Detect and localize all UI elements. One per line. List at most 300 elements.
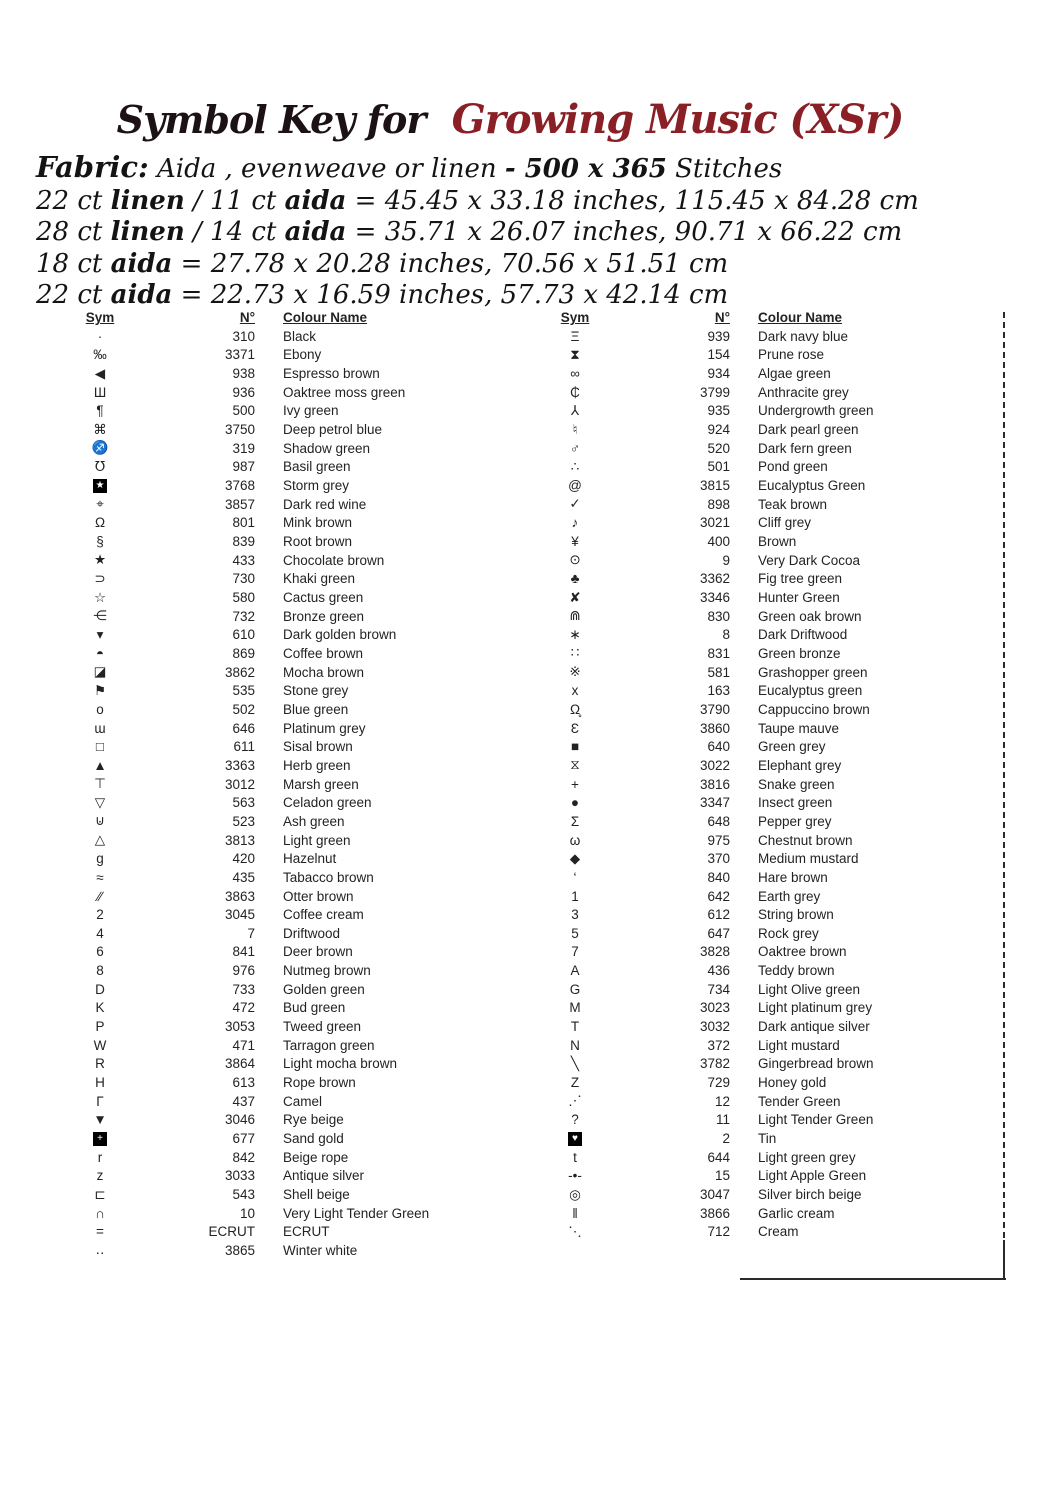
- table-row: [530, 887, 990, 906]
- stitch-symbol-glyph: ⋰: [568, 1093, 582, 1109]
- colour-name: Light Apple Green: [758, 1168, 867, 1184]
- stitch-symbol-glyph: ★: [93, 552, 107, 568]
- header-number: N°: [239, 310, 255, 325]
- stitch-symbol-glyph: ◪: [93, 664, 107, 680]
- table-row: [530, 943, 990, 962]
- stitch-symbol-glyph: W: [93, 1037, 107, 1053]
- table-row: [530, 607, 990, 626]
- table-row: [530, 999, 990, 1018]
- symbol-cell: [55, 646, 145, 661]
- symbol-cell: [530, 1112, 620, 1127]
- colour-number: 734: [707, 981, 730, 997]
- stitch-symbol-glyph: ⌘: [93, 421, 107, 437]
- colour-name: Light mocha brown: [283, 1056, 398, 1072]
- table-row: [530, 476, 990, 495]
- colour-name: Snake green: [758, 776, 835, 792]
- fabric-spec-emphasis: linen: [110, 185, 185, 216]
- symbol-cell: [530, 702, 620, 717]
- table-row: [55, 402, 515, 421]
- symbol-cell: [530, 422, 620, 438]
- colour-number: 936: [232, 384, 255, 400]
- table-row: [530, 514, 990, 533]
- table-row: [55, 681, 515, 700]
- colour-number: 3046: [224, 1112, 255, 1128]
- colour-number: 3813: [224, 832, 255, 848]
- table-row: [55, 812, 515, 831]
- colour-name: String brown: [758, 907, 834, 923]
- colour-name: Mink brown: [283, 515, 353, 531]
- colour-name: Gingerbread brown: [758, 1056, 874, 1072]
- fabric-spec-text: = 27.78 x 20.28 inches, 70.56 x 51.51 cm: [172, 248, 729, 279]
- fabric-spec-emphasis: linen: [110, 217, 185, 247]
- table-row: [530, 961, 990, 980]
- symbol-cell: [530, 1056, 620, 1072]
- stitch-symbol-glyph: ◆: [569, 850, 581, 866]
- symbol-cell: [530, 366, 620, 381]
- symbol-cell: [55, 534, 145, 549]
- right-table-bottom-border: [740, 1278, 1006, 1280]
- table-row: [55, 793, 515, 812]
- stitch-symbol-glyph: Ɛ: [570, 720, 580, 736]
- colour-name: Elephant grey: [758, 757, 842, 773]
- colour-name: Oaktree moss green: [283, 384, 406, 400]
- colour-number: 435: [232, 869, 255, 885]
- stitch-symbol-glyph: ⊃: [94, 570, 106, 586]
- colour-name: Chocolate brown: [283, 552, 385, 568]
- symbol-cell: [55, 664, 145, 680]
- table-row: [530, 700, 990, 719]
- colour-number: 3828: [699, 944, 730, 960]
- symbol-cell: [530, 757, 620, 773]
- symbol-cell: [530, 496, 620, 512]
- fabric-spec-emphasis: aida: [284, 185, 347, 216]
- colour-name: Grashopper green: [758, 664, 868, 680]
- colour-name: Fig tree green: [758, 571, 843, 587]
- symbol-table-left: [55, 308, 515, 1260]
- colour-name: Teak brown: [758, 496, 828, 512]
- colour-number: 372: [707, 1037, 730, 1053]
- symbol-cell: [530, 963, 620, 978]
- colour-name: Root brown: [283, 534, 353, 550]
- colour-number: 319: [232, 440, 255, 456]
- colour-number: 730: [232, 571, 255, 587]
- symbol-cell: [530, 552, 620, 568]
- colour-number: 840: [707, 869, 730, 885]
- symbol-cell: [530, 721, 620, 736]
- colour-name: Hare brown: [758, 869, 828, 885]
- fabric-spec-text: 18 ct: [36, 248, 111, 279]
- stitch-symbol-glyph: ⋲: [93, 608, 107, 624]
- symbol-cell: [530, 1131, 620, 1146]
- table-row: [55, 1167, 515, 1186]
- stitch-symbol-glyph: -•-: [568, 1168, 582, 1184]
- table-row: [530, 420, 990, 439]
- colour-number: 3790: [699, 701, 730, 717]
- colour-name: Light green grey: [758, 1149, 856, 1165]
- stitch-symbol-glyph: ω: [569, 832, 581, 848]
- symbol-cell: [55, 1150, 145, 1165]
- symbol-cell: [530, 889, 620, 904]
- colour-number: 3363: [224, 757, 255, 773]
- table-row: [530, 588, 990, 607]
- symbol-cell: [55, 721, 145, 736]
- colour-name: Algae green: [758, 366, 831, 382]
- table-row: [530, 1204, 990, 1223]
- stitch-symbol-glyph: 4: [96, 925, 104, 941]
- colour-number: 581: [707, 664, 730, 680]
- symbol-cell: [55, 944, 145, 959]
- stitch-symbol-glyph: 3: [571, 907, 579, 923]
- stitch-symbol-glyph: t: [573, 1149, 577, 1165]
- stitch-symbol-glyph: @: [568, 478, 582, 494]
- colour-number: 3346: [699, 590, 730, 606]
- stitch-symbol-glyph: △: [94, 832, 106, 848]
- stitch-symbol-glyph: ⊍: [95, 813, 105, 829]
- colour-name: Storm grey: [283, 478, 350, 494]
- colour-number: 3347: [699, 795, 730, 811]
- colour-number: 3022: [699, 757, 730, 773]
- symbol-cell: [55, 1131, 145, 1146]
- stitch-symbol-glyph: K: [95, 1000, 105, 1016]
- symbol-cell: [55, 851, 145, 866]
- colour-name: Light platinum grey: [758, 1000, 873, 1016]
- colour-name: Hunter Green: [758, 590, 840, 606]
- stitch-symbol-glyph: R: [95, 1056, 105, 1072]
- stitch-symbol-glyph: ▾: [96, 626, 104, 642]
- table-row: [530, 663, 990, 682]
- colour-number: 3371: [224, 347, 255, 363]
- colour-number: 677: [232, 1131, 255, 1147]
- stitch-symbol-glyph: z: [96, 1168, 104, 1184]
- table-row: [530, 1148, 990, 1167]
- stitch-symbol-glyph: 7: [571, 944, 579, 960]
- stitch-symbol-glyph: 6: [96, 944, 104, 960]
- stitch-symbol-glyph: ♪: [571, 515, 579, 531]
- symbol-cell: [530, 870, 620, 885]
- symbol-cell: [55, 870, 145, 885]
- symbol-cell: [530, 627, 620, 643]
- colour-name: Tin: [758, 1131, 777, 1147]
- colour-number: 898: [707, 496, 730, 512]
- colour-number: 712: [707, 1224, 730, 1240]
- colour-number: 9: [722, 552, 730, 568]
- stitch-symbol-glyph: §: [96, 534, 104, 550]
- symbol-cell: [55, 889, 145, 904]
- table-row: [55, 588, 515, 607]
- table-row: [55, 420, 515, 439]
- stitch-symbol-glyph: ▲: [93, 757, 107, 773]
- table-row: [55, 346, 515, 365]
- colour-name: Sisal brown: [283, 739, 353, 755]
- colour-number: 420: [232, 851, 255, 867]
- colour-name: Taupe mauve: [758, 720, 840, 736]
- colour-number: 976: [232, 963, 255, 979]
- stitch-symbol-glyph: ∕∕: [97, 888, 103, 904]
- symbol-cell: [530, 833, 620, 848]
- fabric-spec-emphasis: - 500 x 365: [504, 154, 667, 184]
- colour-number: 644: [707, 1149, 730, 1165]
- stitch-symbol-glyph: Γ: [96, 1093, 104, 1109]
- table-row: [55, 868, 515, 887]
- colour-number: 10: [239, 1205, 255, 1221]
- colour-number: 938: [232, 366, 255, 382]
- colour-number: 646: [232, 720, 255, 736]
- stitch-symbol-glyph: ɯ: [94, 720, 106, 736]
- fabric-spec-text: Stitches: [666, 154, 783, 184]
- stitch-symbol-glyph: ⚑: [93, 682, 107, 698]
- symbol-cell: [55, 813, 145, 829]
- colour-number: 612: [707, 907, 730, 923]
- colour-name: Bud green: [283, 1000, 346, 1016]
- colour-name: Honey gold: [758, 1075, 827, 1091]
- colour-number: 3815: [699, 478, 730, 494]
- table-row: [55, 1092, 515, 1111]
- stitch-symbol-glyph: ▽: [94, 794, 106, 810]
- stitch-symbol-glyph: ✘: [569, 589, 581, 605]
- colour-name: Insect green: [758, 795, 833, 811]
- table-row: [55, 495, 515, 514]
- symbol-cell: [55, 683, 145, 699]
- table-row: [530, 905, 990, 924]
- table-row: [530, 1017, 990, 1036]
- stitch-symbol-glyph: ‰: [93, 347, 107, 363]
- stitch-symbol-glyph: 5: [571, 925, 579, 941]
- colour-number: 3750: [224, 422, 255, 438]
- table-row: [530, 1223, 990, 1242]
- page-title: [0, 96, 1020, 143]
- table-row: [55, 887, 515, 906]
- stitch-symbol-glyph: T: [570, 1019, 580, 1035]
- symbol-cell: [55, 571, 145, 587]
- colour-name: Oaktree brown: [758, 944, 847, 960]
- colour-name: Dark fern green: [758, 440, 852, 456]
- colour-number: 3045: [224, 907, 255, 923]
- stitch-symbol-glyph: M: [569, 1000, 581, 1016]
- symbol-cell: [55, 627, 145, 643]
- colour-name: Shell beige: [283, 1187, 350, 1203]
- table-row: [530, 495, 990, 514]
- fabric-spec-text: / 11 ct: [184, 185, 285, 216]
- colour-name: ECRUT: [283, 1224, 330, 1240]
- stitch-symbol-glyph: 8: [96, 963, 104, 979]
- stitch-symbol-glyph: ◎: [569, 1186, 581, 1202]
- symbol-cell: [530, 329, 620, 344]
- colour-name: Sand gold: [283, 1131, 344, 1147]
- colour-number: 502: [232, 701, 255, 717]
- colour-name: Silver birch beige: [758, 1187, 862, 1203]
- symbol-cell: [55, 347, 145, 362]
- table-row: [530, 681, 990, 700]
- table-row: [55, 607, 515, 626]
- stitch-symbol-glyph: A: [570, 963, 580, 979]
- stitch-symbol-glyph: ╲: [570, 1055, 580, 1071]
- stitch-symbol-glyph: Z: [570, 1075, 580, 1091]
- stitch-symbol-glyph: ⋒: [569, 608, 581, 624]
- header-colour-name: Colour Name: [758, 310, 843, 325]
- colour-name: Tabacco brown: [283, 869, 374, 885]
- stitch-symbol-glyph: ⧖: [570, 757, 580, 773]
- colour-number: 3047: [699, 1187, 730, 1203]
- fabric-spec-text: 22 ct: [36, 185, 111, 216]
- table-row: [55, 849, 515, 868]
- colour-name: Prune rose: [758, 347, 825, 363]
- stitch-symbol-glyph: ⧗: [570, 346, 580, 362]
- table-row: [530, 1092, 990, 1111]
- table-row: [55, 756, 515, 775]
- table-row: [530, 383, 990, 402]
- stitch-symbol-glyph: r: [97, 1149, 103, 1165]
- stitch-symbol-glyph: 2: [96, 907, 104, 923]
- table-row: [530, 1167, 990, 1186]
- colour-number: 934: [707, 366, 730, 382]
- fabric-spec-line: [36, 152, 919, 186]
- stitch-symbol-glyph: x: [571, 683, 579, 699]
- right-table-border-corner: [1003, 1240, 1005, 1280]
- colour-number: 563: [232, 795, 255, 811]
- header-sym: Sym: [85, 310, 115, 325]
- fabric-spec-text: = 22.73 x 16.59 inches, 57.73 x 42.14 cm: [172, 280, 729, 310]
- symbol-cell: [55, 963, 145, 978]
- colour-number: 154: [707, 347, 730, 363]
- stitch-symbol-glyph: ?: [571, 1112, 579, 1128]
- colour-name: Dark golden brown: [283, 627, 397, 643]
- table-row: [55, 961, 515, 980]
- table-row: [55, 532, 515, 551]
- colour-number: 729: [707, 1075, 730, 1091]
- symbol-cell: [55, 440, 145, 456]
- stitch-symbol-glyph: ℧: [94, 458, 106, 474]
- table-row: [55, 1241, 515, 1260]
- symbol-cell: [530, 459, 620, 475]
- colour-number: 642: [707, 888, 730, 904]
- fabric-spec-text: 22 ct: [36, 280, 111, 310]
- symbol-cell: [530, 795, 620, 810]
- fabric-spec-emphasis: aida: [284, 217, 347, 247]
- table-header: [55, 308, 515, 327]
- colour-number: 647: [707, 925, 730, 941]
- title-script-red: Growing Music (XSr): [451, 96, 904, 143]
- colour-number: 580: [232, 590, 255, 606]
- colour-name: Tweed green: [283, 1019, 362, 1035]
- symbol-cell: [55, 832, 145, 848]
- table-row: [55, 1017, 515, 1036]
- colour-number: 987: [232, 459, 255, 475]
- symbol-cell: [530, 814, 620, 829]
- symbol-cell: [55, 1094, 145, 1109]
- symbol-cell: [530, 1075, 620, 1090]
- colour-number: 543: [232, 1187, 255, 1203]
- colour-name: Nutmeg brown: [283, 963, 371, 979]
- colour-name: Khaki green: [283, 571, 356, 587]
- table-row: [55, 1129, 515, 1148]
- colour-number: 11: [715, 1112, 730, 1128]
- table-row: [55, 1111, 515, 1130]
- symbol-cell: [55, 515, 145, 530]
- stitch-symbol-glyph: o: [96, 701, 104, 717]
- colour-name: Basil green: [283, 459, 351, 475]
- colour-number: 3816: [699, 776, 730, 792]
- table-row: [55, 943, 515, 962]
- table-row: [55, 383, 515, 402]
- table-row: [55, 514, 515, 533]
- symbol-cell: [530, 944, 620, 959]
- symbol-cell: [55, 403, 145, 418]
- colour-number: 3864: [224, 1056, 255, 1072]
- colour-number: 436: [707, 963, 730, 979]
- stitch-symbol-glyph: ¶: [96, 403, 104, 419]
- colour-name: Ebony: [283, 347, 322, 363]
- colour-name: Pond green: [758, 459, 828, 475]
- table-row: [55, 551, 515, 570]
- table-row: [530, 793, 990, 812]
- colour-number: 3023: [699, 1000, 730, 1016]
- stitch-symbol-glyph: ∞: [570, 366, 580, 382]
- colour-name: Light mustard: [758, 1037, 840, 1053]
- fabric-spec-line: [36, 280, 919, 312]
- table-row: [530, 737, 990, 756]
- colour-number: 163: [707, 683, 730, 699]
- colour-number: 3012: [224, 776, 255, 792]
- symbol-cell: [530, 1150, 620, 1165]
- stitch-symbol-glyph: ⊏: [94, 1186, 106, 1202]
- colour-name: Light green: [283, 832, 351, 848]
- colour-number: 3866: [699, 1205, 730, 1221]
- table-row: [530, 924, 990, 943]
- symbol-cell: [55, 1000, 145, 1015]
- right-table-dashed-border: [1003, 312, 1005, 1278]
- colour-name: Pepper grey: [758, 813, 832, 829]
- colour-name: Medium mustard: [758, 851, 859, 867]
- colour-name: Antique silver: [283, 1168, 365, 1184]
- table-row: [55, 1185, 515, 1204]
- colour-number: 842: [232, 1149, 255, 1165]
- symbol-cell: [530, 441, 620, 456]
- stitch-symbol-glyph: N: [570, 1037, 580, 1053]
- colour-number: 3362: [699, 571, 730, 587]
- colour-name: Eucalyptus green: [758, 683, 863, 699]
- stitch-symbol-glyph: +: [93, 1132, 107, 1146]
- symbol-cell: [55, 702, 145, 717]
- stitch-symbol-glyph: ‘: [573, 869, 577, 885]
- colour-name: Rock grey: [758, 925, 819, 941]
- stitch-symbol-glyph: ♮: [572, 421, 578, 437]
- table-row: [55, 327, 515, 346]
- colour-name: Coffee brown: [283, 645, 364, 661]
- table-row: [55, 439, 515, 458]
- header-colour-name: Colour Name: [283, 310, 368, 325]
- colour-name: Garlic cream: [758, 1205, 835, 1221]
- colour-name: Brown: [758, 534, 797, 550]
- symbol-cell: [530, 590, 620, 606]
- stitch-symbol-glyph: ⋱: [568, 1223, 582, 1239]
- table-row: [530, 346, 990, 365]
- symbol-cell: [530, 926, 620, 941]
- symbol-cell: [55, 496, 145, 512]
- colour-number: 501: [707, 459, 730, 475]
- colour-name: Undergrowth green: [758, 403, 874, 419]
- table-row: [530, 868, 990, 887]
- colour-number: 3862: [224, 664, 255, 680]
- symbol-table-right: [530, 308, 990, 1241]
- stitch-symbol-glyph: ·: [97, 328, 103, 344]
- symbol-cell: [55, 329, 145, 344]
- symbol-cell: [55, 739, 145, 754]
- table-row: [530, 1111, 990, 1130]
- table-row: [55, 364, 515, 383]
- table-row: [530, 719, 990, 738]
- stitch-symbol-glyph: Ш: [93, 384, 107, 400]
- colour-number: 3033: [224, 1168, 255, 1184]
